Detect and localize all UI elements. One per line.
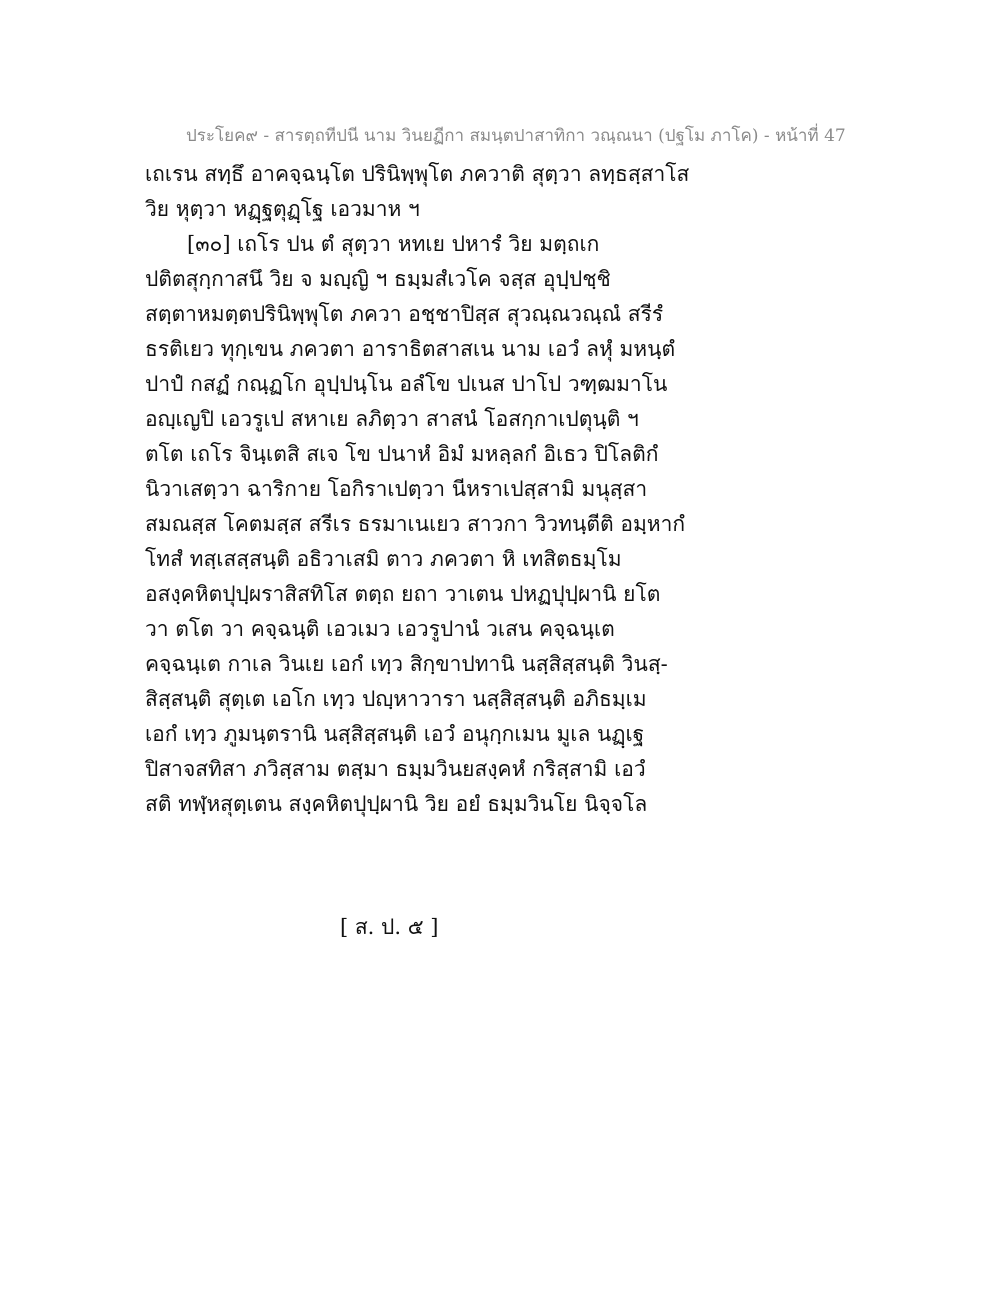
text-line: สมณสฺส โคตมสฺส สรีเร ธรมาเนเยว สาวกา วิวทนฺตีติ อมฺหากํ	[145, 512, 686, 536]
paragraph-start-line: [๓๐] เถโร ปน ตํ สุตฺวา หทเย ปหารํ วิย มตฺถเก	[187, 232, 600, 256]
text-line: โทสํ ทสฺเสสฺสนฺติ อธิวาเสมิ ตาว ภควตา หิ เทสิตธมฺโม	[145, 547, 622, 571]
text-line: สิสฺสนฺติ สุตฺเต เอโก เทฺว ปญฺหาวารา นสฺสิสฺสนฺติ อภิธมฺเม	[145, 687, 647, 711]
text-line: ปติตสุกฺกาสนึ วิย จ มญฺญิ ฯ ธมฺมสํเวโค จสฺส อุปฺปชฺชิ	[145, 267, 611, 291]
signature-mark: [ ส. ป. ๕ ]	[340, 915, 439, 939]
text-line: ปาปํ กสฏํ กณฺฏโก อุปฺปนฺโน อลํโข ปเนส ปาโป วฑฺฒมาโน	[145, 372, 668, 396]
page-header: ประโยค๙ - สารตฺถทีปนี นาม วินยฏีกา สมนฺตปาสาทิกา วณฺณนา (ปฐโม ภาโค) - หน้าที่ 47	[186, 126, 846, 146]
text-line: นิวาเสตฺวา ฉาริกาย โอกิราเปตฺวา นีหราเปสฺสามิ มนุสฺสา	[145, 477, 648, 501]
text-line: วิย หุตฺวา หฏฺฐตุฏฺโฐ เอวมาห ฯ	[145, 197, 420, 221]
text-line: วา ตโต วา คจฺฉนฺติ เอวเมว เอวรูปานํ วเสน คจฺฉนฺเต	[145, 617, 615, 641]
text-line: คจฺฉนฺเต กาเล วินเย เอกํ เทฺว สิกฺขาปทานิ นสฺสิสฺสนฺติ วินสฺ-	[145, 652, 668, 676]
text-line: สตฺตาหมตฺตปรินิพฺพุโต ภควา อชฺชาปิสฺส สุวณฺณวณฺณํ สรีรํ	[145, 302, 664, 326]
text-line: ธรติเยว ทุกฺเขน ภควตา อาราธิตสาสเน นาม เอวํ ลหุํ มหนฺตํ	[145, 337, 676, 361]
body-text	[145, 157, 865, 822]
text-line: อสงฺคหิตปุปฺผราสิสทิโส ตตฺถ ยถา วาเตน ปหฏปุปฺผานิ ยโต	[145, 582, 661, 606]
text-line: สติ ทฬฺหสุตฺเตน สงฺคหิตปุปฺผานิ วิย อยํ ธมฺมวินโย นิจฺจโล	[145, 792, 648, 816]
text-line: เถเรน สทฺธึ อาคจฺฉนฺโต ปรินิพฺพุโต ภควาติ สุตฺวา ลทฺธสฺสาโส	[145, 162, 690, 186]
text-line: เอกํ เทฺว ภูมนฺตรานิ นสฺสิสฺสนฺติ เอวํ อนุกฺกเมน มูเล นฏฺเฐ	[145, 722, 645, 746]
text-line: ตโต เถโร จินฺเตสิ สเจ โข ปนาหํ อิมํ มหลฺลกํ อิเธว ปิโลติกํ	[145, 442, 659, 466]
text-line: ปิสาจสทิสา ภวิสฺสาม ตสฺมา ธมฺมวินยสงฺคหํ กริสฺสามิ เอวํ	[145, 757, 646, 781]
text-line: อญฺเญปิ เอวรูเป สหาเย ลภิตฺวา สาสนํ โอสกฺกาเปตุนฺติ ฯ	[145, 407, 639, 431]
